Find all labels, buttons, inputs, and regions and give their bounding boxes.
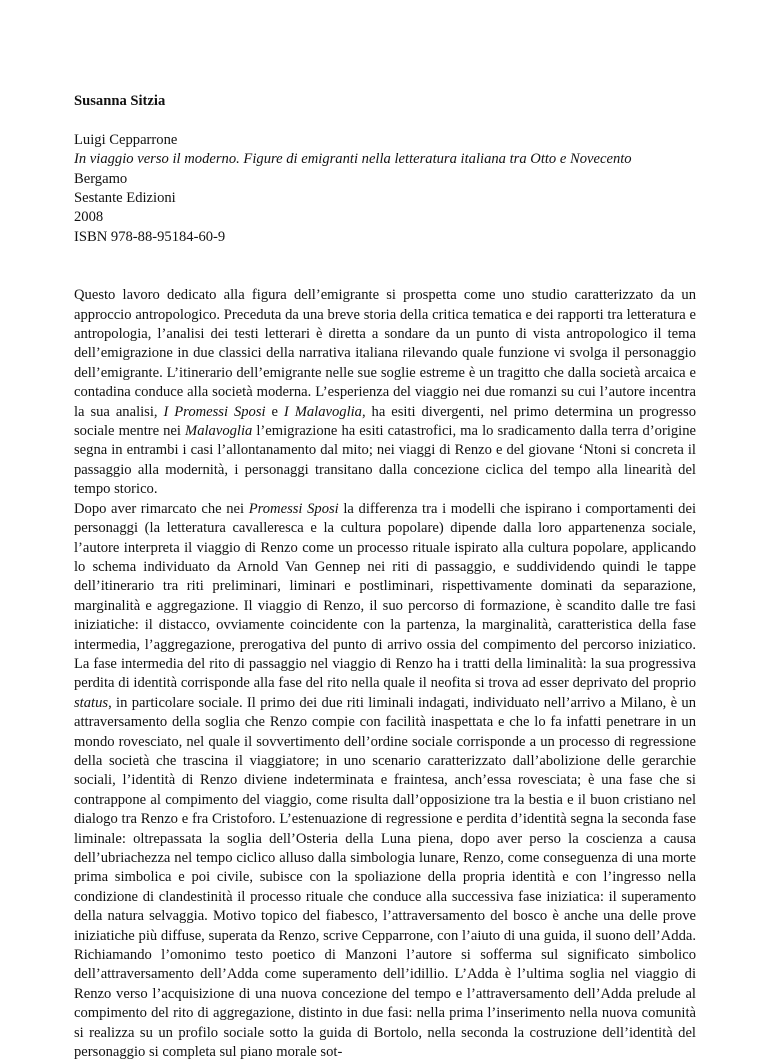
italic-text-run: I Malavoglia xyxy=(283,403,362,420)
document-page xyxy=(74,92,696,1062)
book-publisher: Sestante Edizioni xyxy=(74,190,176,207)
review-body xyxy=(74,286,696,1062)
italic-text-run: I Promessi Sposi xyxy=(163,403,266,420)
text-run: , ha esiti divergenti, nel primo determina un progresso sociale mentre nei xyxy=(74,403,696,440)
text-run: , in particolare sociale. Il primo dei due riti liminali indagati, individuato nell’arrivo a Milano, è un attraversamento della soglia che Renzo compie con facilità inaspettata e che lo fa infatti penetrare in un mondo rovesciato, nel quale il sovvertimento dell’ordine sociale corrisponde a un processo di regressione della società che trascina il viaggiatore; in uno scenario caratterizzato dall’abolizione delle gerarchie sociali, l’identità di Renzo diviene indeterminata e fraintesa, anch’essa rovesciata; è una fase che si contrappone al compimento del viaggio, come risulta dall’opposizione tra la bestia e il buon cristiano nel dialogo tra Renzo e fra Cristoforo. L’estenuazione di regressione e perdita d’identità segna la seconda fase liminale: oltrepassata la soglia dell’Osteria della Luna piena, dopo aver perso la coscienza a causa dell’ubriachezza nel tempo ciclico alluso dalla simbologia lunare, Renzo, come conseguenza di una morte prima simbolica e poi civile, subisce con la spoliazione della propria identità e con l’ingresso nella condizione di clandestinità il processo rituale che conduce alla successiva fase iniziatica: il superamento della natura selvaggia. Motivo topico del fiabesco, l’attraversamento del bosco è anche una delle prove iniziatiche più diffuse, superata da Renzo, scrive Cepparrone, con l’aiuto di una guida, il suono dell’Adda. Richiamando l’omonimo testo poetico di Manzoni l’autore si sofferma sul significato simbolico dell’attraversamento dell’Adda come superamento dell’idillio. L’Adda è l’ultima soglia nel viaggio di Renzo verso l’acquisizione di una nuova concezione del tempo e l’attraversamento dell’Adda prelude al compimento del rito di aggregazione, distinto in due fasi: nella prima l’inserimento nella nuova comunità si realizza su un profilo sociale sotto la guida di Bortolo, nella seconda la costruzione dell’identità del personaggio si completa sul piano morale sot- xyxy=(74,694,696,1061)
book-title: In viaggio verso il moderno. Figure di emigranti nella letteratura italiana tra Otto e Novecento xyxy=(74,151,632,168)
book-author: Luigi Cepparrone xyxy=(74,131,178,148)
reviewer-name: Susanna Sitzia xyxy=(74,93,166,109)
book-city: Bergamo xyxy=(74,170,128,187)
italic-text-run: Promessi Sposi xyxy=(248,500,339,517)
book-isbn: ISBN 978-88-95184-60-9 xyxy=(74,228,226,245)
book-citation xyxy=(74,131,696,247)
text-run: l’emigrazione ha esiti catastrofici, ma lo sradicamento dalla terra d’origine segna in entrambi i casi l’allontanamento dal mito; nei viaggi di Renzo e del giovane ‘Ntoni si concreta il passaggio alla modernità, i personaggi transitano dalla concezione ciclica del tempo alla linearità del tempo storico. xyxy=(74,423,697,498)
book-year: 2008 xyxy=(74,209,104,226)
text-run: la differenza tra i modelli che ispirano i comportamenti dei personaggi (la letteratura cavalleresca e la cultura popolare) dipende dalla loro appartenenza sociale, l’autore interpreta il viaggio di Renzo come un processo rituale ispirato alla cultura popolare, applicando lo schema individuato da Arnold Van Gennep nei riti di passaggio, e suddividendo quindi le tappe dell’itinerario tra riti preliminari, liminari e postliminari, rispettivamente dominati da separazione, marginalità e aggregazione. Il viaggio di Renzo, il suo percorso di formazione, è scandito dalle tre fasi iniziatiche: il distacco, ovviamente coincidente con la partenza, la marginalità, caratteristica della fase intermedia, l’aggregazione, prerogativa del punto di arrivo ossia del compimento del percorso iniziatico. La fase intermedia del rito di passaggio nel viaggio di Renzo ha i tratti della liminalità: la sua progressiva perdita di identità corrisponde alla fase del rito nella quale il neofita si trova ad esser deprivato del proprio xyxy=(74,500,697,692)
italic-text-run: Malavoglia xyxy=(185,423,253,440)
text-run: e xyxy=(265,403,284,420)
italic-text-run: status xyxy=(74,694,109,711)
review-paragraph-1 xyxy=(74,286,696,499)
review-paragraph-2 xyxy=(74,500,696,1062)
text-run: Dopo aver rimarcato che nei xyxy=(74,500,249,517)
text-run: Questo lavoro dedicato alla figura dell’emigrante si prospetta come uno studio caratterizzato da un approccio antropologico. Preceduta da una breve storia della critica tematica e dei rapporti tra letteratura e antropologia, l’analisi dei testi letterari è diretta a sondare da un punto di vista antropologico il tema dell’emigrazione in due classici della narrativa italiana rilevando quale funzione vi svolga il personaggio dell’emigrante. L’itinerario dell’emigrante nelle sue soglie estreme è un tragitto che dalla società arcaica e contadina conduce alla società moderna. L’esperienza del viaggio nei due romanzi su cui l’autore incentra la sua analisi, xyxy=(74,287,696,420)
